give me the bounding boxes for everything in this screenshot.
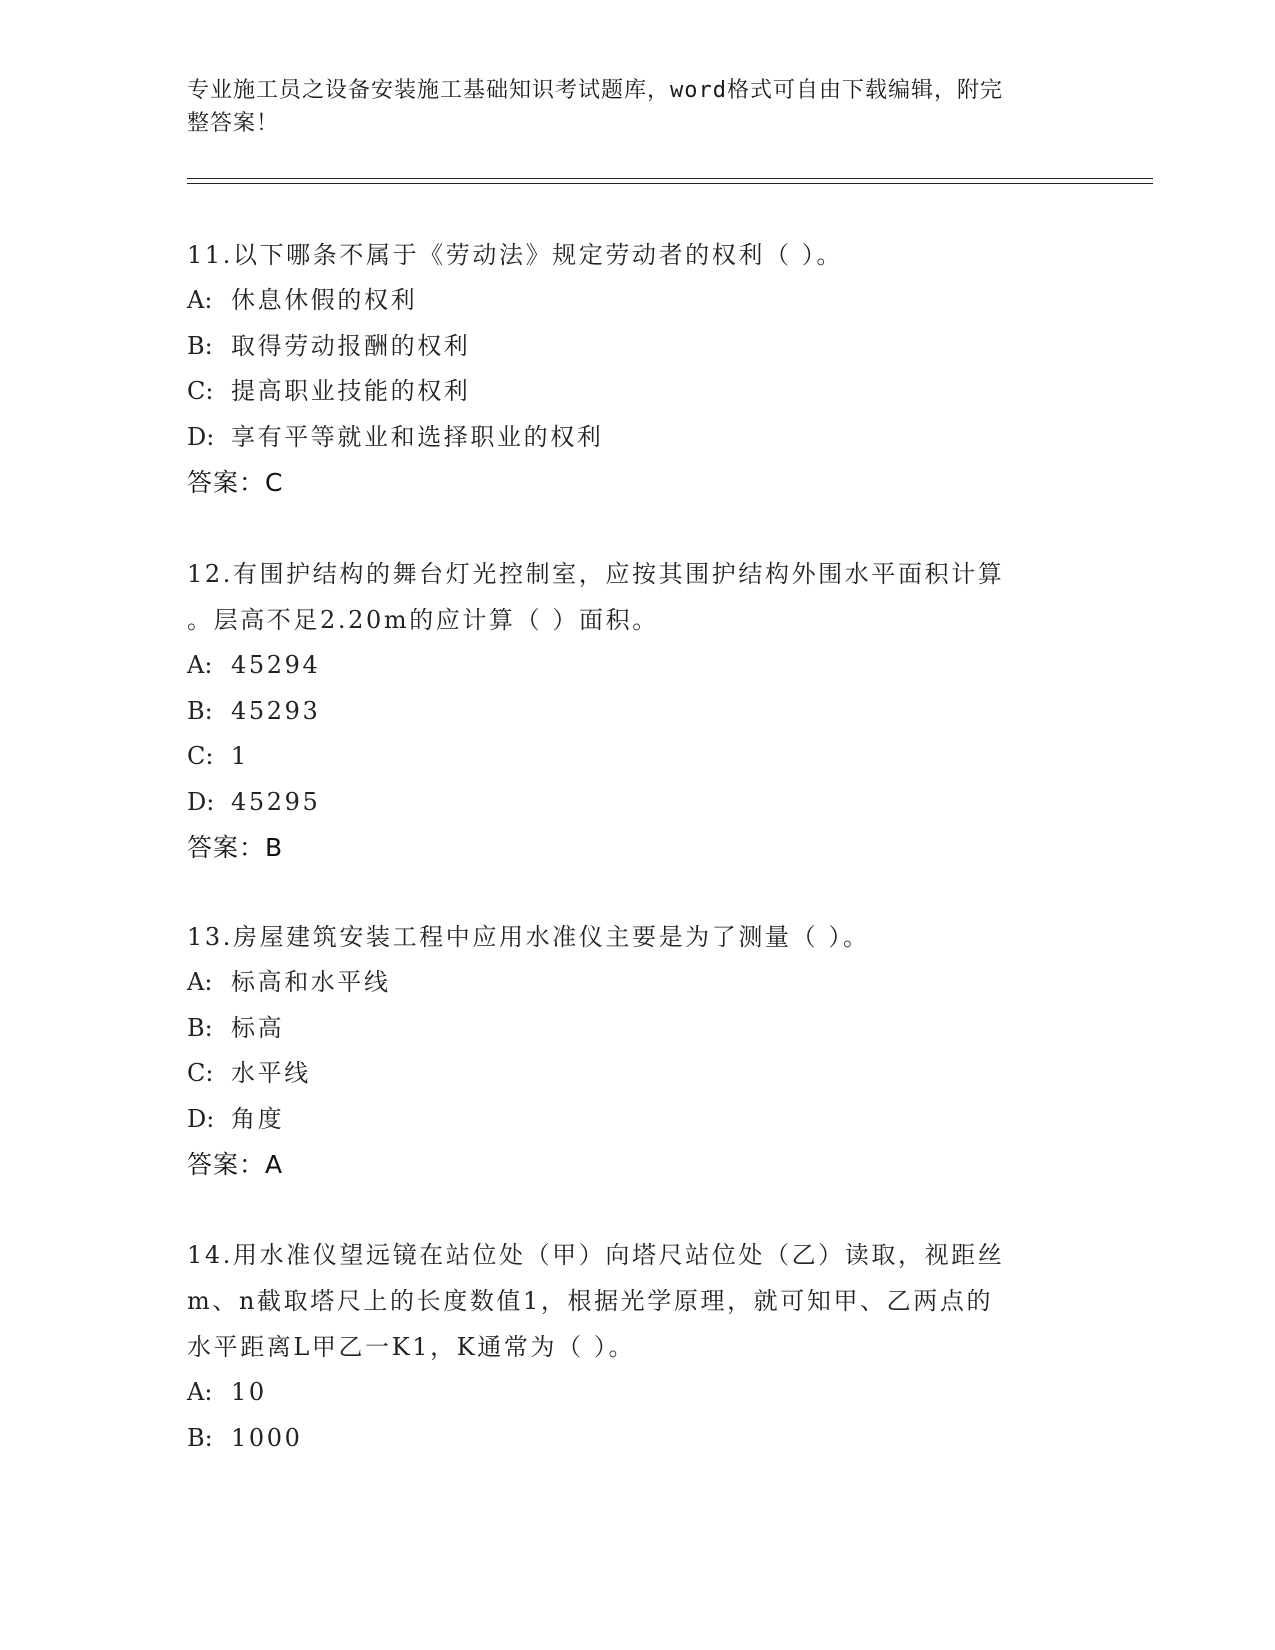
option-text: 休息休假的权利 (231, 286, 418, 314)
option-text: 45295 (231, 787, 321, 816)
document-header (187, 74, 1067, 140)
option-c (187, 1051, 1087, 1097)
answer: 答案：B (187, 833, 284, 862)
header-divider-top (187, 178, 1153, 179)
option-letter: C: (187, 1059, 214, 1087)
option-letter: C: (187, 742, 214, 770)
option-letter: B: (187, 1423, 213, 1452)
option-text: 水平线 (231, 1059, 311, 1087)
question-12 (187, 551, 1087, 871)
option-text: 标高 (231, 1013, 285, 1042)
option-c (187, 369, 1087, 415)
option-a (187, 960, 1087, 1006)
option-text: 标高和水平线 (231, 968, 391, 996)
answer: 答案：A (187, 1150, 284, 1179)
header-line-2: 整答案！ (187, 111, 280, 136)
question-stem-line-1: 14.用水准仪望远镜在站位处（甲）向塔尺站位处（乙）读取，视距丝 (187, 1241, 1005, 1269)
question-13 (187, 914, 1087, 1188)
option-text: 角度 (231, 1104, 285, 1133)
question-11 (187, 232, 1087, 506)
option-b (187, 324, 1087, 370)
option-letter: D: (187, 787, 215, 816)
answer: 答案：C (187, 468, 284, 497)
option-d (187, 780, 1087, 826)
question-stem: 13.房屋建筑安装工程中应用水准仪主要是为了测量（ ）。 (187, 923, 870, 951)
question-stem-line-1: 12.有围护结构的舞台灯光控制室，应按其围护结构外围水平面积计算 (187, 560, 1005, 588)
option-c (187, 734, 1087, 780)
option-letter: B: (187, 696, 213, 725)
question-14 (187, 1232, 1087, 1461)
option-letter: A: (187, 286, 213, 314)
option-letter: A: (187, 651, 213, 679)
header-line-1: 专业施工员之设备安装施工基础知识考试题库，word格式可自由下载编辑，附完 (187, 78, 1003, 103)
option-text: 提高职业技能的权利 (231, 377, 471, 405)
option-d (187, 415, 1087, 461)
option-d (187, 1097, 1087, 1143)
option-b (187, 1416, 1087, 1462)
option-text: 45294 (231, 651, 321, 679)
option-text: 1 (231, 742, 249, 770)
option-letter: A: (187, 968, 213, 996)
option-a (187, 278, 1087, 324)
question-stem-line-2: 。层高不足2.20m的应计算（ ）面积。 (187, 606, 659, 634)
header-divider-bottom (187, 183, 1153, 184)
option-letter: C: (187, 377, 214, 405)
option-text: 10 (231, 1378, 267, 1406)
option-b (187, 1006, 1087, 1052)
option-text: 45293 (231, 696, 321, 725)
option-a (187, 1370, 1087, 1416)
option-letter: D: (187, 422, 215, 451)
option-letter: D: (187, 1104, 215, 1133)
option-text: 取得劳动报酬的权利 (231, 331, 471, 360)
question-stem-line-2: m、n截取塔尺上的长度数值1，根据光学原理，就可知甲、乙两点的 (187, 1287, 994, 1315)
question-stem-line-3: 水平距离L甲乙一K1，K通常为（ ）。 (187, 1333, 636, 1361)
option-letter: B: (187, 1013, 213, 1042)
option-letter: A: (187, 1378, 213, 1406)
option-text: 享有平等就业和选择职业的权利 (231, 422, 604, 451)
question-stem: 11.以下哪条不属于《劳动法》规定劳动者的权利（ ）。 (187, 241, 843, 269)
option-letter: B: (187, 331, 213, 360)
option-b (187, 689, 1087, 735)
option-a (187, 643, 1087, 689)
option-text: 1000 (231, 1423, 303, 1452)
